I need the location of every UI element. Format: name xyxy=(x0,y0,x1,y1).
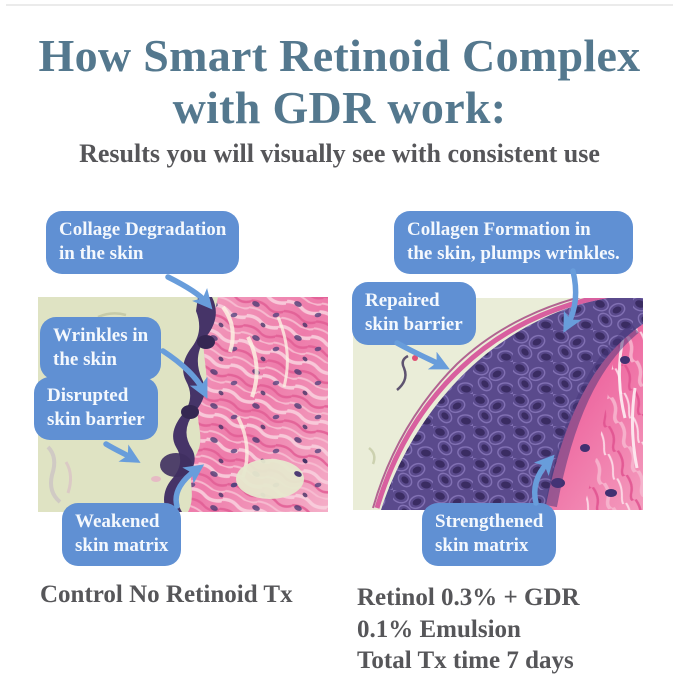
callout-collagen-formation xyxy=(394,211,633,274)
caption-treatment-line2: 0.1% Emulsion xyxy=(357,615,521,643)
callout-repaired-barrier xyxy=(352,282,476,345)
page-subtitle: Results you will visually see with consistent use xyxy=(79,139,600,168)
callout-text: the skin, plumps wrinkles. xyxy=(407,243,620,264)
callout-text: Repaired xyxy=(365,290,440,311)
caption-treatment-line1: Retinol 0.3% + GDR xyxy=(357,584,580,611)
callout-text: Weakened xyxy=(75,511,160,532)
callout-text: skin barrier xyxy=(47,409,145,430)
callout-strengthened-matrix xyxy=(422,503,556,566)
callout-text: Disrupted xyxy=(47,385,129,406)
callout-wrinkles xyxy=(40,317,161,380)
callout-text: skin barrier xyxy=(365,314,463,335)
callout-text: the skin xyxy=(53,349,117,370)
callout-text: Collagen Formation in xyxy=(407,219,591,240)
callout-text: Strengthened xyxy=(435,511,544,532)
callout-text: Wrinkles in xyxy=(53,325,149,346)
callout-disrupted-barrier xyxy=(34,377,158,440)
page-title xyxy=(0,30,679,134)
callout-text: skin matrix xyxy=(75,535,169,556)
page-title-line1: How Smart Retinoid Complex xyxy=(38,30,641,81)
caption-treatment xyxy=(357,582,580,677)
callout-collage-degradation xyxy=(46,211,239,274)
callout-text: Collage Degradation xyxy=(59,219,227,240)
callout-text: in the skin xyxy=(59,243,144,264)
caption-treatment-line3: Total Tx time 7 days xyxy=(357,647,574,674)
caption-control: Control No Retinoid Tx xyxy=(40,581,293,608)
top-divider xyxy=(6,4,673,6)
callout-text: skin matrix xyxy=(435,535,529,556)
callout-weakened-matrix xyxy=(62,503,181,566)
page-title-line2: with GDR work: xyxy=(172,82,507,133)
